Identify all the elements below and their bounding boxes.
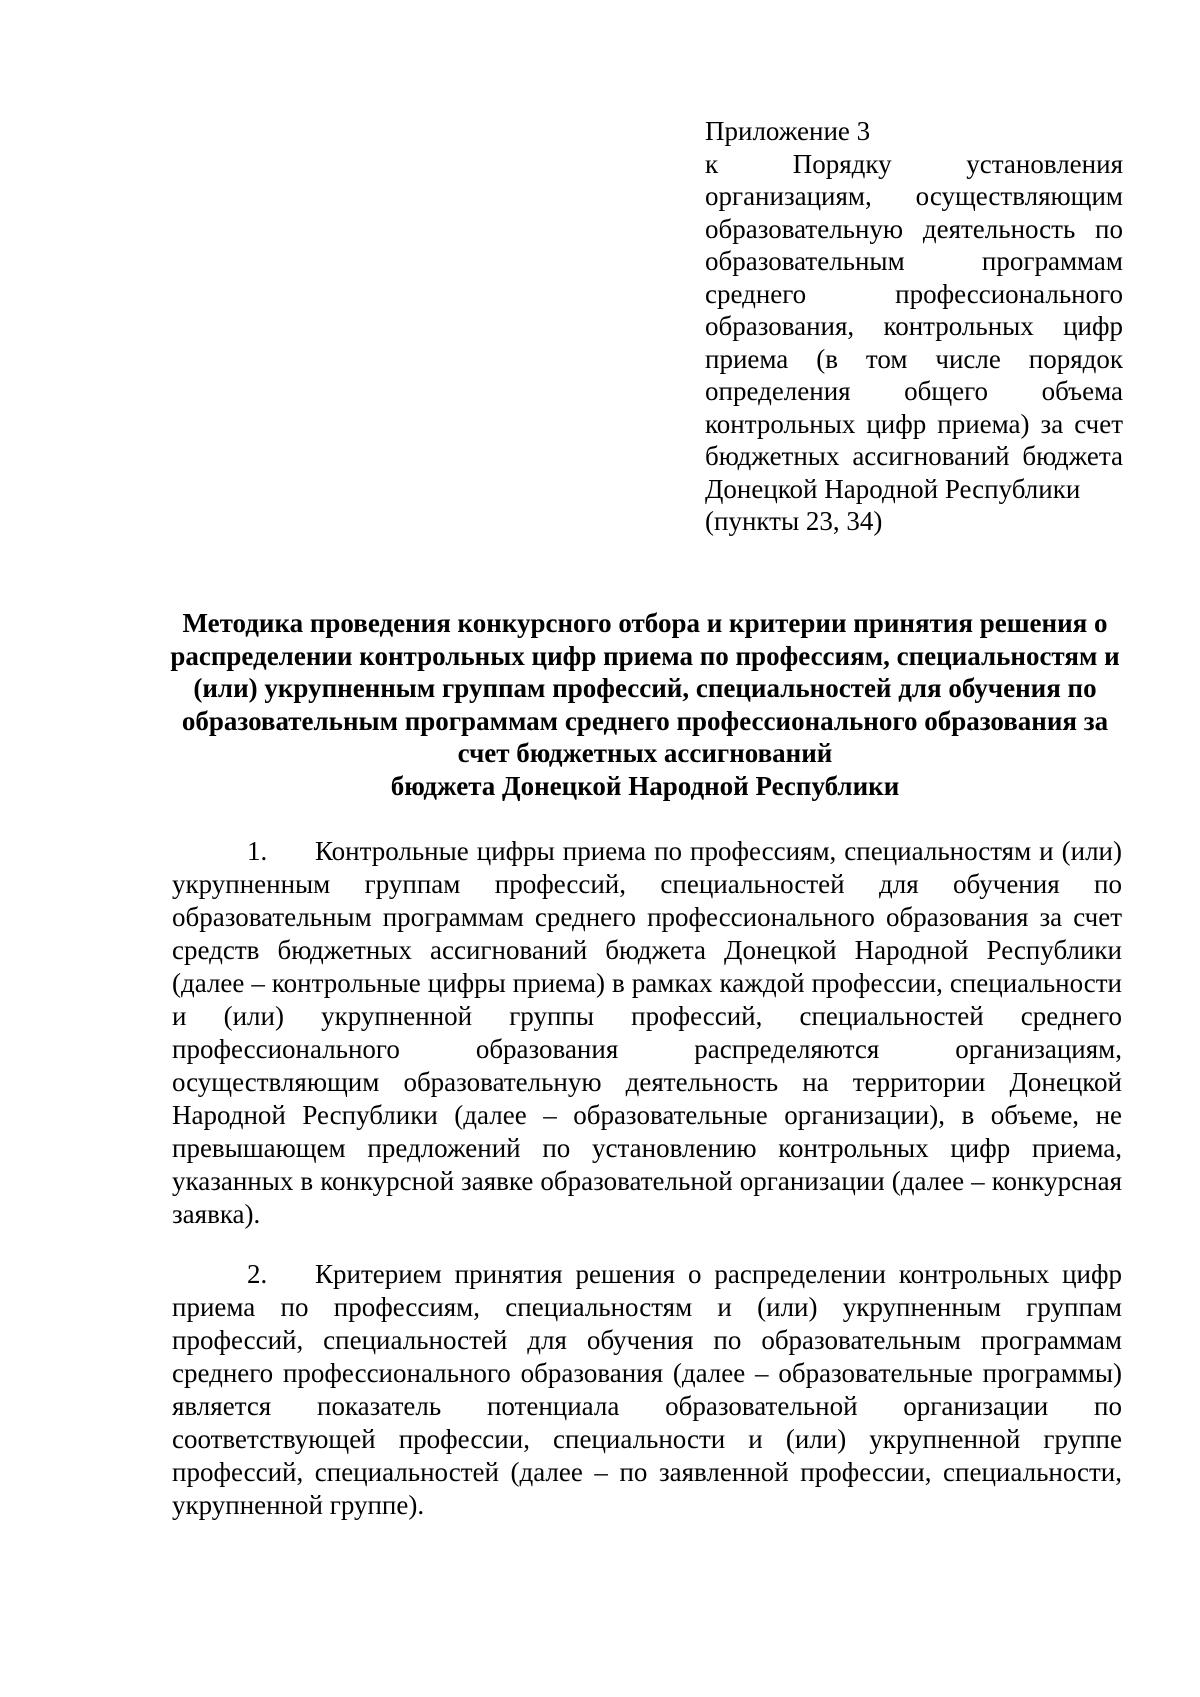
title-line: образовательным программам среднего профессионального образования за: [181, 705, 1109, 736]
appendix-text: к Порядку установления организациям, осуществляющим образовательную деятельность по образовательным программам среднего профессионального образования, контрольных цифр приема (в том числе порядок определения общего объема контрольных цифр приема) за счет бюджетных ассигнований бюджета Донецкой Народной Республики: [705, 148, 1123, 504]
appendix-label: Приложение 3: [705, 116, 871, 146]
paragraph-number: 1.: [247, 836, 268, 866]
paragraph-text: Критерием принятия решения о распределении контрольных цифр приема по профессиям, специальностям и (или) укрупненным группам профессий, специальностей для обучения по образовательным программам среднего профессионального образования (далее – образовательные программы) является показатель потенциала образовательной организации по соответствующей профессии, специальности и (или) укрупненной группе профессий, специальностей (далее – по заявленной профессии, специальности, укрупненной группе).: [172, 1259, 1122, 1520]
title-line: (или) укрупненным группам профессий, специальностей для обучения по: [193, 673, 1097, 703]
title-line: бюджета Донецкой Народной Республики: [390, 770, 900, 801]
title-line: распределении контрольных цифр приема по профессиям, специальностям и: [170, 640, 1120, 671]
paragraph-2: [172, 1258, 1122, 1522]
appendix-block: [705, 115, 1123, 538]
paragraph-1: [172, 835, 1122, 1231]
appendix-points: (пункты 23, 34): [705, 506, 883, 536]
title-line: Методика проведения конкурсного отбора и критерии принятия решения о: [182, 608, 1108, 638]
document-title: [150, 607, 1140, 802]
paragraph-number: 2.: [247, 1259, 268, 1289]
title-line: счет бюджетных ассигнований: [457, 738, 833, 768]
paragraph-text: Контрольные цифры приема по профессиям, специальностям и (или) укрупненным группам профессий, специальностей для обучения по образовательным программам среднего профессионального образования за счет средств бюджетных ассигнований бюджета Донецкой Народной Республики (далее – контрольные цифры приема) в рамках каждой профессии, специальности и (или) укрупненной группы профессий, специальностей среднего профессионального образования распределяются организациям, осуществляющим образовательную деятельность на территории Донецкой Народной Республики (далее – образовательные организации), в объеме, не превышающем предложений по установлению контрольных цифр приема, указанных в конкурсной заявке образовательной организации (далее – конкурсная заявка).: [172, 836, 1122, 1229]
